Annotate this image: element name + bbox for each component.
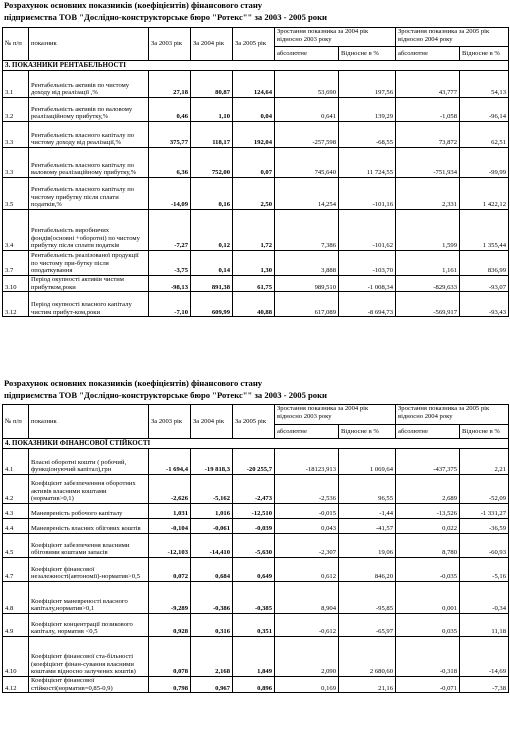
cell-rel-2004: 1 069,64 bbox=[339, 449, 396, 475]
col-2004-header: За 2004 рік bbox=[191, 28, 233, 61]
row-number: 3.3 bbox=[3, 148, 29, 178]
row-number: 4.9 bbox=[3, 614, 29, 637]
cell-abs-2005: 2,689 bbox=[396, 475, 460, 504]
col-2004-header: За 2004 рік bbox=[191, 405, 233, 439]
cell-abs-2005: -569,917 bbox=[396, 292, 460, 317]
profitability-table bbox=[2, 27, 509, 317]
table-row bbox=[3, 98, 509, 122]
cell-2004: 0,967 bbox=[191, 677, 233, 693]
table-row bbox=[3, 504, 509, 519]
row-indicator: Коефіцієнт фінансової стійкості(норматив=0,85-0,9) bbox=[29, 677, 149, 693]
cell-abs-2004: 617,089 bbox=[275, 292, 339, 317]
cell-abs-2004: -0,612 bbox=[275, 614, 339, 637]
cell-rel-2004: -95,85 bbox=[339, 582, 396, 614]
cell-abs-2005: 0,022 bbox=[396, 519, 460, 534]
cell-rel-2005: -96,14 bbox=[460, 98, 509, 122]
row-indicator: Рентабельність власного капіталу по чистому доходу від реалізації,% bbox=[29, 122, 149, 148]
cell-rel-2005: -5,16 bbox=[460, 558, 509, 582]
cell-2005: -12,510 bbox=[233, 504, 275, 519]
row-indicator: Коефіцієнт маневреності власного капіталу,норматив>0,1 bbox=[29, 582, 149, 614]
cell-abs-2004: 2,090 bbox=[275, 637, 339, 677]
cell-abs-2004: -2,307 bbox=[275, 534, 339, 558]
cell-2005: 0,351 bbox=[233, 614, 275, 637]
cell-2004: 1,10 bbox=[191, 98, 233, 122]
section-title: 3. ПОКАЗНИКИ РЕНТАБЕЛЬНОСТІ bbox=[3, 61, 509, 71]
row-number: 3.10 bbox=[3, 276, 29, 292]
cell-abs-2005: -437,375 bbox=[396, 449, 460, 475]
cell-2005: 1,849 bbox=[233, 637, 275, 677]
cell-2005: 192,04 bbox=[233, 122, 275, 148]
table1-title-line1: Розрахунок основних показників (коефіцієнтів) фінансового стану bbox=[4, 0, 263, 10]
cell-rel-2005: -7,38 bbox=[460, 677, 509, 693]
row-number: 3.7 bbox=[3, 251, 29, 276]
col-2005-header: За 2005 рік bbox=[233, 28, 275, 61]
row-number: 4.3 bbox=[3, 504, 29, 519]
cell-2004: 118,17 bbox=[191, 122, 233, 148]
cell-abs-2004: 8,904 bbox=[275, 582, 339, 614]
cell-abs-2005: 0,035 bbox=[396, 614, 460, 637]
cell-abs-2004: 0,641 bbox=[275, 98, 339, 122]
col-2003-header: За 2003 рік bbox=[149, 405, 191, 439]
rel-2005-header: Відносне в % bbox=[460, 425, 509, 439]
cell-abs-2004: 989,510 bbox=[275, 276, 339, 292]
growth-2005-header: Зростання показника за 2005 рік відносно 2004 року bbox=[396, 28, 509, 47]
cell-rel-2005: 11,18 bbox=[460, 614, 509, 637]
cell-2003: 0,798 bbox=[149, 677, 191, 693]
table2-title-line1: Розрахунок основних показників (коефіцієнтів) фінансового стану bbox=[4, 378, 263, 388]
cell-abs-2005: 8,780 bbox=[396, 534, 460, 558]
cell-2003: 27,18 bbox=[149, 71, 191, 98]
cell-2005: 0,896 bbox=[233, 677, 275, 693]
row-number: 4.8 bbox=[3, 582, 29, 614]
cell-abs-2005: -829,633 bbox=[396, 276, 460, 292]
row-indicator: Рентабельність виробничих фондів(основні +оборотні) по чистому прибутку після сплати податків bbox=[29, 210, 149, 251]
table-row bbox=[3, 534, 509, 558]
cell-rel-2004: 2 680,60 bbox=[339, 637, 396, 677]
cell-2004: 0,316 bbox=[191, 614, 233, 637]
cell-rel-2005: 54,13 bbox=[460, 71, 509, 98]
cell-2003: -12,103 bbox=[149, 534, 191, 558]
cell-2004: 752,00 bbox=[191, 148, 233, 178]
cell-2004: 80,87 bbox=[191, 71, 233, 98]
table-row bbox=[3, 276, 509, 292]
cell-rel-2004: 197,56 bbox=[339, 71, 396, 98]
cell-rel-2004: 19,06 bbox=[339, 534, 396, 558]
abs-2004-header: абсолютне bbox=[275, 425, 339, 439]
row-indicator: Рентабельність власного капіталу по валовому реалізаційному прибутку,% bbox=[29, 148, 149, 178]
cell-abs-2004: 0,169 bbox=[275, 677, 339, 693]
table-row bbox=[3, 677, 509, 693]
cell-abs-2005: -0,071 bbox=[396, 677, 460, 693]
cell-2003: -9,289 bbox=[149, 582, 191, 614]
growth-2004-header: Зростання показника за 2004 рік відносно 2003 року bbox=[275, 405, 396, 425]
cell-2004: 2,168 bbox=[191, 637, 233, 677]
col-indicator-header: показник bbox=[29, 28, 149, 61]
row-number: 4.2 bbox=[3, 475, 29, 504]
table-body bbox=[3, 71, 509, 317]
cell-abs-2005: -13,526 bbox=[396, 504, 460, 519]
cell-2005: 124,64 bbox=[233, 71, 275, 98]
cell-2004: -14,410 bbox=[191, 534, 233, 558]
cell-rel-2004: -8 694,73 bbox=[339, 292, 396, 317]
row-indicator: Власні оборотні кошти ( робочий, функціонуючий капітал),грн bbox=[29, 449, 149, 475]
cell-rel-2005: 2,21 bbox=[460, 449, 509, 475]
table-header bbox=[3, 405, 509, 449]
row-indicator: Рентабельність активів по чистому доходу від реалізації ,% bbox=[29, 71, 149, 98]
table-row bbox=[3, 449, 509, 475]
row-number: 4.1 bbox=[3, 449, 29, 475]
table-row bbox=[3, 292, 509, 317]
cell-2004: 0,14 bbox=[191, 251, 233, 276]
cell-2003: 0,078 bbox=[149, 637, 191, 677]
cell-2003: -98,13 bbox=[149, 276, 191, 292]
cell-rel-2005: -1 331,27 bbox=[460, 504, 509, 519]
row-number: 3.1 bbox=[3, 71, 29, 98]
row-number: 3.12 bbox=[3, 292, 29, 317]
cell-2003: 375,77 bbox=[149, 122, 191, 148]
cell-abs-2004: 7,386 bbox=[275, 210, 339, 251]
cell-abs-2005: -0,035 bbox=[396, 558, 460, 582]
table1-title bbox=[4, 0, 327, 23]
cell-abs-2004: 0,043 bbox=[275, 519, 339, 534]
row-number: 3.3 bbox=[3, 122, 29, 148]
cell-abs-2005: 73,872 bbox=[396, 122, 460, 148]
cell-2005: 40,88 bbox=[233, 292, 275, 317]
cell-abs-2004: 0,612 bbox=[275, 558, 339, 582]
cell-2005: 1,30 bbox=[233, 251, 275, 276]
cell-2004: 1,016 bbox=[191, 504, 233, 519]
cell-2005: -0,039 bbox=[233, 519, 275, 534]
cell-rel-2005: -93,07 bbox=[460, 276, 509, 292]
table-row bbox=[3, 558, 509, 582]
cell-abs-2004: 14,254 bbox=[275, 178, 339, 210]
row-indicator: Маневреність власних обігових коштів bbox=[29, 519, 149, 534]
col-indicator-header: показник bbox=[29, 405, 149, 439]
cell-2004: -5,162 bbox=[191, 475, 233, 504]
col-num-header: № п/п bbox=[3, 28, 29, 61]
cell-2005: -0,385 bbox=[233, 582, 275, 614]
cell-2003: 0,46 bbox=[149, 98, 191, 122]
rel-2004-header: Відносне в % bbox=[339, 425, 396, 439]
cell-rel-2005: 1 355,44 bbox=[460, 210, 509, 251]
table-header bbox=[3, 28, 509, 71]
abs-2004-header: абсолютне bbox=[275, 47, 339, 61]
cell-2003: -7,10 bbox=[149, 292, 191, 317]
cell-2003: -7,27 bbox=[149, 210, 191, 251]
row-indicator: Період окупності власного капіталу чистим прибут-ком,роки bbox=[29, 292, 149, 317]
row-indicator: Маневреність робочого капіталу bbox=[29, 504, 149, 519]
cell-2003: -2,626 bbox=[149, 475, 191, 504]
cell-abs-2005: 2,331 bbox=[396, 178, 460, 210]
cell-rel-2005: -52,09 bbox=[460, 475, 509, 504]
table-row bbox=[3, 519, 509, 534]
table1-title-line2: підприємства ТОВ "Дослідно-конструкторське бюро "Ротекс"" за 2003 - 2005 роки bbox=[4, 11, 328, 22]
cell-abs-2005: 1,161 bbox=[396, 251, 460, 276]
cell-2005: -2,473 bbox=[233, 475, 275, 504]
table2-title bbox=[4, 378, 327, 401]
cell-2005: 0,07 bbox=[233, 148, 275, 178]
cell-2003: -0,104 bbox=[149, 519, 191, 534]
cell-abs-2005: 43,777 bbox=[396, 71, 460, 98]
table-row bbox=[3, 122, 509, 148]
col-2005-header: За 2005 рік bbox=[233, 405, 275, 439]
row-indicator: Коефіцієнт фінансової незалежності(автономії)-норматив>0,5 bbox=[29, 558, 149, 582]
cell-abs-2005: 1,599 bbox=[396, 210, 460, 251]
cell-rel-2004: 139,29 bbox=[339, 98, 396, 122]
cell-2005: -20 255,7 bbox=[233, 449, 275, 475]
cell-rel-2005: -93,43 bbox=[460, 292, 509, 317]
cell-2003: 0,072 bbox=[149, 558, 191, 582]
table2-title-line2: підприємства ТОВ "Дослідно-конструкторське бюро "Ротекс"" за 2003 - 2005 роки bbox=[4, 389, 328, 400]
section-title: 4. ПОКАЗНИКИ ФІНАНСОВОЇ СТІЙКОСТІ bbox=[3, 439, 509, 449]
cell-2005: -5,630 bbox=[233, 534, 275, 558]
cell-rel-2004: 11 724,55 bbox=[339, 148, 396, 178]
table-row bbox=[3, 148, 509, 178]
row-indicator: Коефіцієнт забезпеченння оборотних активів власними коштами (норматив>0,1) bbox=[29, 475, 149, 504]
cell-abs-2004: -257,598 bbox=[275, 122, 339, 148]
row-number: 4.7 bbox=[3, 558, 29, 582]
row-number: 3.5 bbox=[3, 178, 29, 210]
cell-abs-2004: 745,640 bbox=[275, 148, 339, 178]
cell-2004: 0,684 bbox=[191, 558, 233, 582]
row-number: 4.10 bbox=[3, 637, 29, 677]
cell-rel-2005: -36,59 bbox=[460, 519, 509, 534]
cell-rel-2004: -101,62 bbox=[339, 210, 396, 251]
table-row bbox=[3, 210, 509, 251]
rel-2004-header: Відносне в % bbox=[339, 47, 396, 61]
cell-rel-2004: -1,44 bbox=[339, 504, 396, 519]
cell-rel-2004: -101,16 bbox=[339, 178, 396, 210]
cell-2004: 0,12 bbox=[191, 210, 233, 251]
cell-abs-2004: 3,888 bbox=[275, 251, 339, 276]
cell-rel-2005: 1 422,12 bbox=[460, 178, 509, 210]
growth-2004-header: Зростання показника за 2004 рік відносно 2003 року bbox=[275, 28, 396, 47]
cell-2003: -3,75 bbox=[149, 251, 191, 276]
cell-2005: 0,649 bbox=[233, 558, 275, 582]
cell-rel-2004: 96,55 bbox=[339, 475, 396, 504]
cell-2004: -19 818,3 bbox=[191, 449, 233, 475]
row-number: 3.2 bbox=[3, 98, 29, 122]
rel-2005-header: Відносне в % bbox=[460, 47, 509, 61]
table-row bbox=[3, 251, 509, 276]
cell-2004: 891,38 bbox=[191, 276, 233, 292]
abs-2005-header: абсолютне bbox=[396, 47, 460, 61]
row-indicator: Рентабельність активів по валовому реалізаційному прибутку,% bbox=[29, 98, 149, 122]
col-2003-header: За 2003 рік bbox=[149, 28, 191, 61]
row-number: 3.4 bbox=[3, 210, 29, 251]
cell-2003: -1 694,4 bbox=[149, 449, 191, 475]
col-num-header: № п/п bbox=[3, 405, 29, 439]
row-indicator: Коефіцієнт фінансової ста-більності (коефіцієнт фінан-сування власними коштами відносно залучених коштів) bbox=[29, 637, 149, 677]
cell-rel-2005: -99,99 bbox=[460, 148, 509, 178]
cell-2004: 609,99 bbox=[191, 292, 233, 317]
table-row bbox=[3, 614, 509, 637]
abs-2005-header: абсолютне bbox=[396, 425, 460, 439]
cell-rel-2004: -68,55 bbox=[339, 122, 396, 148]
cell-2005: 61,75 bbox=[233, 276, 275, 292]
cell-2003: -14,09 bbox=[149, 178, 191, 210]
row-number: 4.5 bbox=[3, 534, 29, 558]
cell-2005: 1,72 bbox=[233, 210, 275, 251]
cell-2004: -0,061 bbox=[191, 519, 233, 534]
cell-abs-2005: 0,001 bbox=[396, 582, 460, 614]
cell-abs-2004: 53,690 bbox=[275, 71, 339, 98]
cell-abs-2004: -0,015 bbox=[275, 504, 339, 519]
table-body bbox=[3, 449, 509, 693]
cell-rel-2005: -14,69 bbox=[460, 637, 509, 677]
table-row bbox=[3, 71, 509, 98]
cell-rel-2004: -103,70 bbox=[339, 251, 396, 276]
table-row bbox=[3, 178, 509, 210]
cell-2005: 0,04 bbox=[233, 98, 275, 122]
cell-rel-2005: 62,51 bbox=[460, 122, 509, 148]
cell-2004: -0,386 bbox=[191, 582, 233, 614]
cell-abs-2004: -18123,913 bbox=[275, 449, 339, 475]
cell-2003: 6,36 bbox=[149, 148, 191, 178]
cell-2003: 1,031 bbox=[149, 504, 191, 519]
row-indicator: Період окупності активів чистим прибутком,роки bbox=[29, 276, 149, 292]
cell-rel-2005: 836,99 bbox=[460, 251, 509, 276]
financial-stability-table bbox=[2, 404, 509, 693]
row-number: 4.12 bbox=[3, 677, 29, 693]
row-indicator: Рентабельність реалізованої продукції по чистому при-бутку після оподаткування bbox=[29, 251, 149, 276]
cell-abs-2005: -0,318 bbox=[396, 637, 460, 677]
cell-rel-2005: -60,93 bbox=[460, 534, 509, 558]
row-indicator: Коефіцієнт концентрації позикового капіталу, норматив <0,5 bbox=[29, 614, 149, 637]
cell-abs-2005: -751,934 bbox=[396, 148, 460, 178]
cell-rel-2004: -1 008,34 bbox=[339, 276, 396, 292]
table-row bbox=[3, 637, 509, 677]
cell-rel-2004: 21,16 bbox=[339, 677, 396, 693]
cell-rel-2004: 846,20 bbox=[339, 558, 396, 582]
cell-rel-2004: -41,57 bbox=[339, 519, 396, 534]
cell-2004: 0,16 bbox=[191, 178, 233, 210]
table-row bbox=[3, 582, 509, 614]
cell-rel-2004: -65,97 bbox=[339, 614, 396, 637]
cell-2003: 0,928 bbox=[149, 614, 191, 637]
row-indicator: Рентабельність власного капіталу по чистому прибутку після сплати податків,% bbox=[29, 178, 149, 210]
cell-rel-2005: -0,34 bbox=[460, 582, 509, 614]
cell-abs-2005: -1,058 bbox=[396, 98, 460, 122]
cell-abs-2004: -2,536 bbox=[275, 475, 339, 504]
growth-2005-header: Зростання показника за 2005 рік відносно 2004 року bbox=[396, 405, 509, 425]
row-indicator: Коефіцієнт забезпечення власними обіговими коштами запасів bbox=[29, 534, 149, 558]
row-number: 4.4 bbox=[3, 519, 29, 534]
table-row bbox=[3, 475, 509, 504]
cell-2005: 2,50 bbox=[233, 178, 275, 210]
